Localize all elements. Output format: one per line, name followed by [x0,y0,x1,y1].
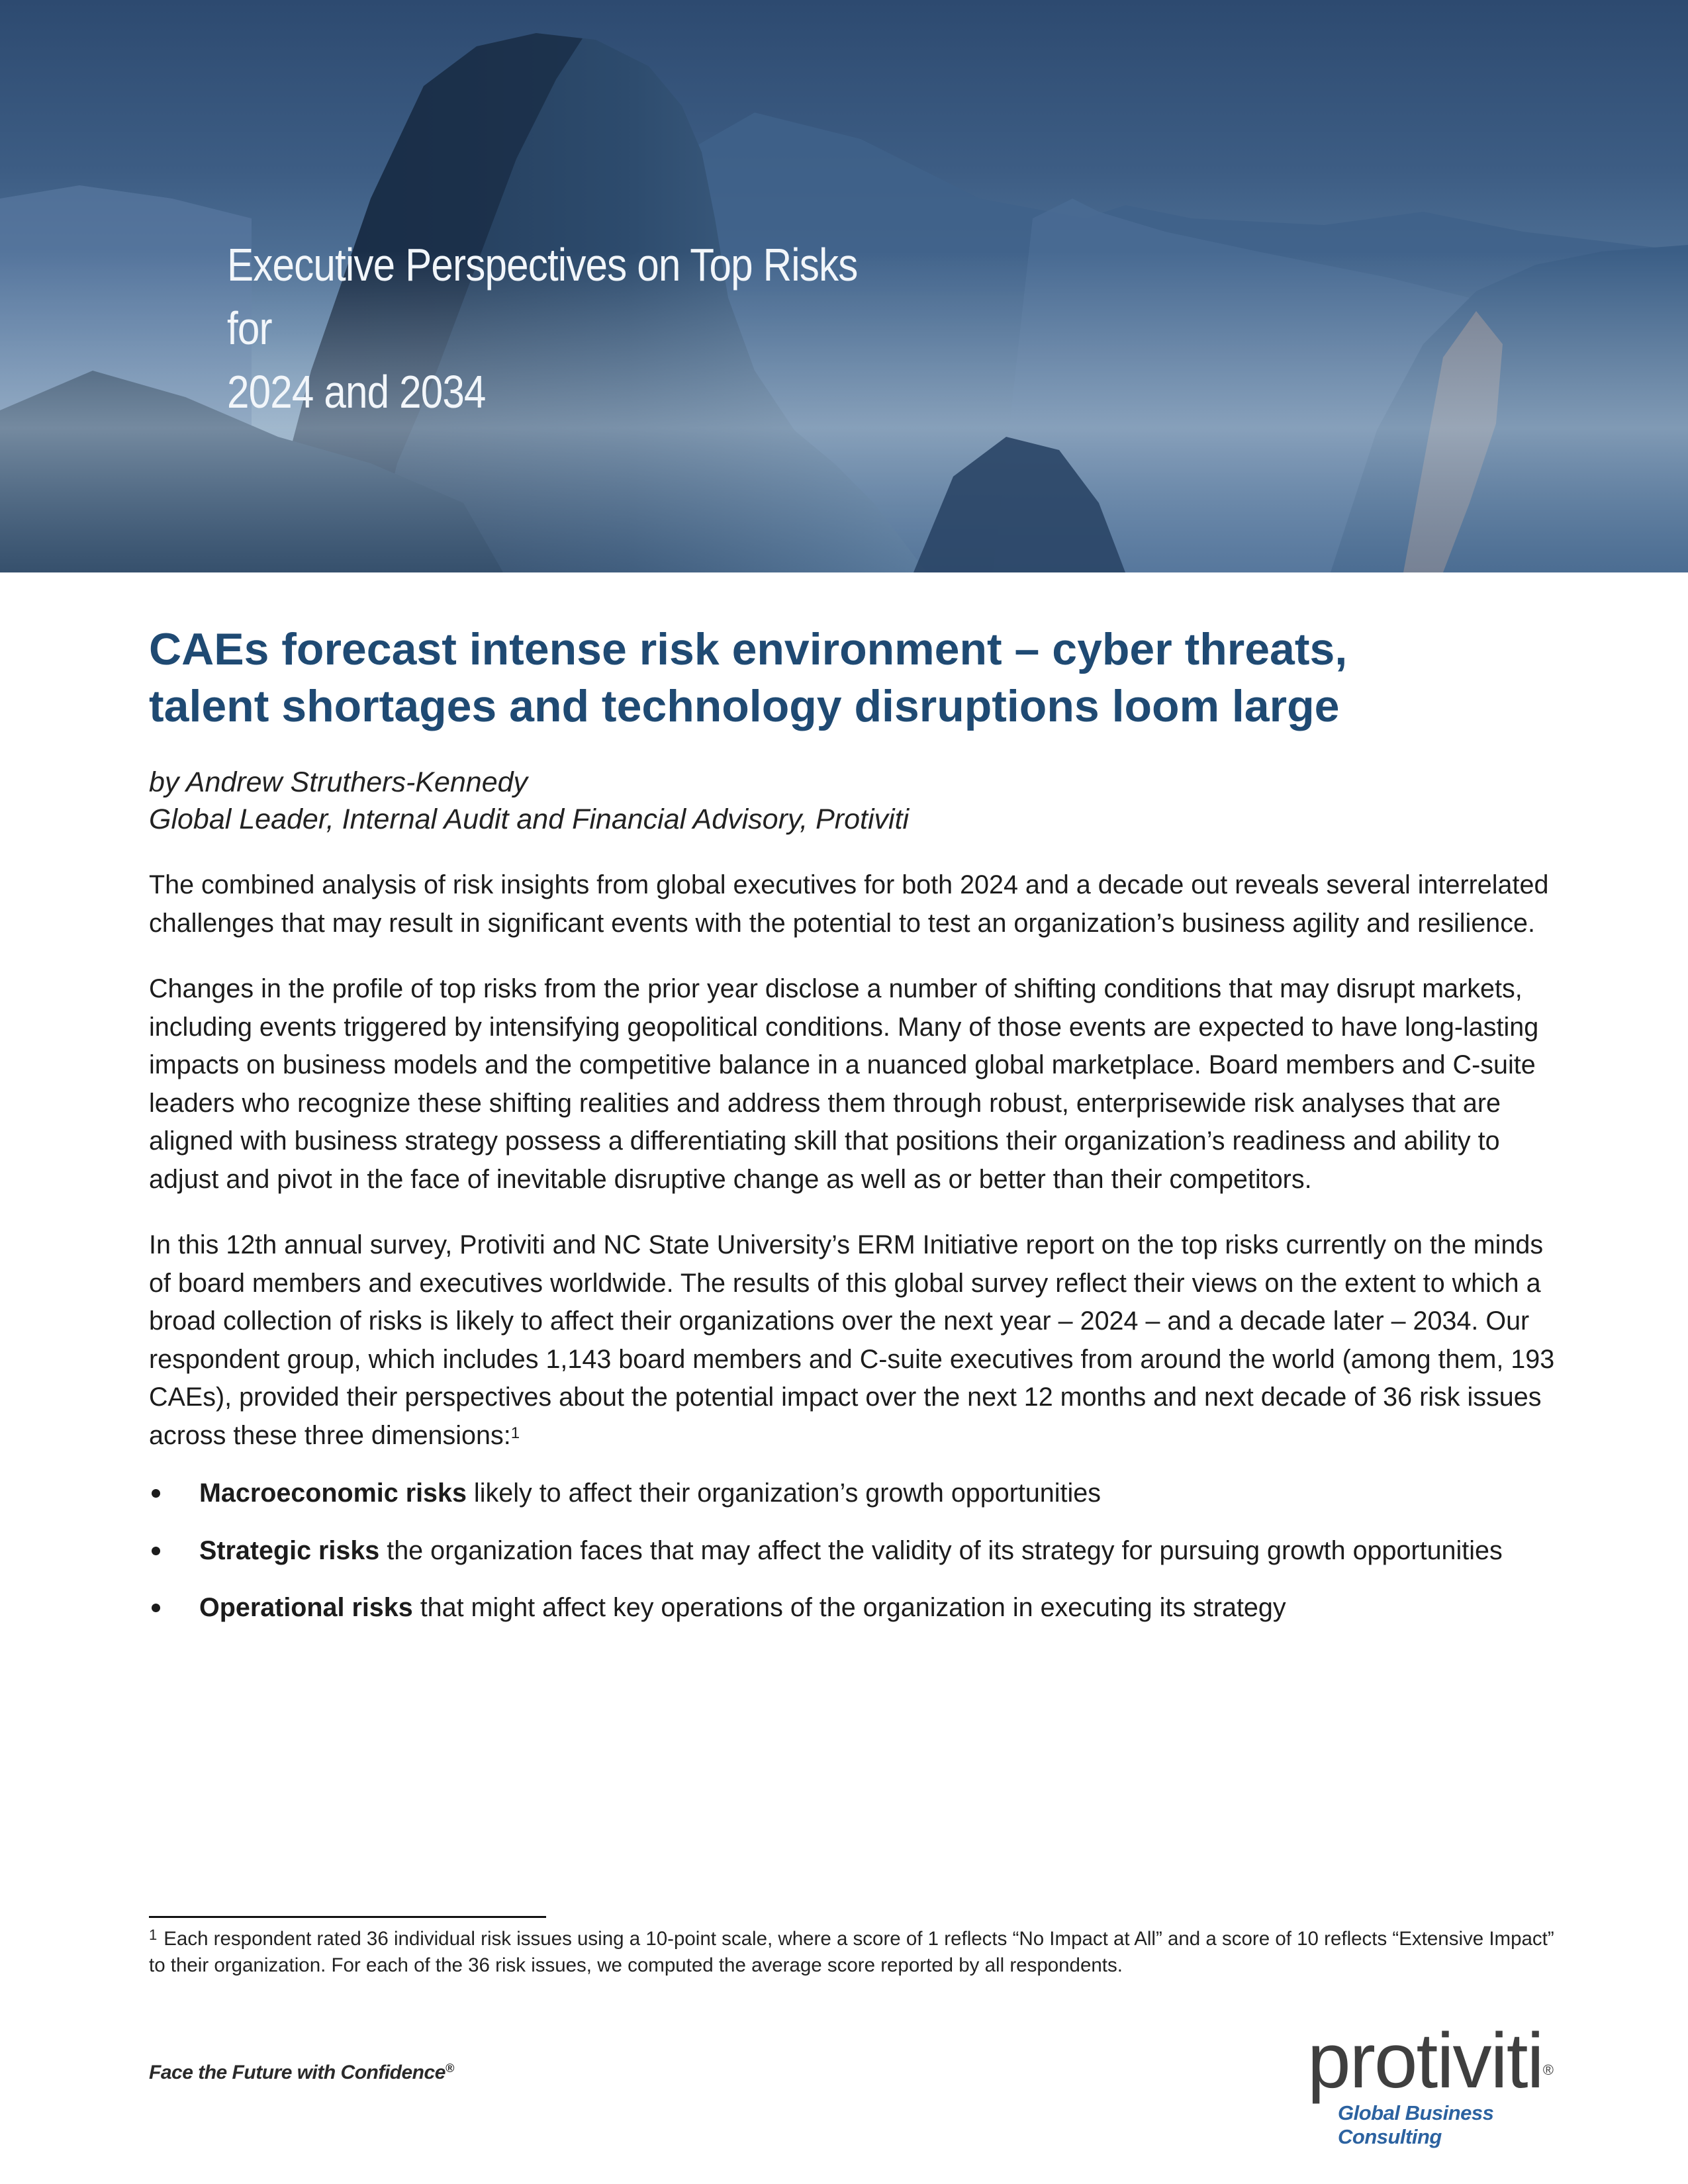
paragraph [149,1226,1569,1455]
footnote [149,1926,1572,1979]
paragraph-text: The combined analysis of risk insights from global executives for both 2024 and a decade out reveals several interrelated challenges that may result in significant events with the potential to test an organization’s business agility and resilience. [149,870,1549,938]
byline [149,764,1539,838]
list-item-term: Strategic risks [199,1535,380,1565]
list-item-text: that might affect key operations of the organization in executing its strategy [412,1593,1286,1622]
hero-title-line: Executive Perspectives on Top Risks for [227,239,858,354]
bullet-icon [152,1489,160,1498]
article-body [149,866,1569,1647]
headline-line: CAEs forecast intense risk environment – cyber threats, [149,624,1348,674]
footnote-number: 1 [149,1927,158,1943]
paragraph-text: In this 12th annual survey, Protiviti and NC State University’s ERM Initiative report on the top risks currently on the minds of board members and executives worldwide. The results of this global survey reflect their views on the extent to which a broad collection of risks is likely to affect their organizations over the next year – 2024 – and a decade later – 2034. Our respondent group, which includes 1,143 board members and C-suite executives from around the world (among them, 193 CAEs), provided their perspectives about the potential impact over the next 12 months and next decade of 36 risk issues across these three dimensions: [149,1230,1555,1450]
hero-title [227,233,910,424]
footnote-text: Each respondent rated 36 individual risk issues using a 10-point scale, where a score of 1 reflects “No Impact at All” and a score of 10 reflects “Extensive Impact” to their organization. For each of the 36 risk issues, we computed the average score reported by all respondents. [149,1928,1554,1976]
list-item-term: Macroeconomic risks [199,1479,467,1508]
bullet-icon [152,1604,160,1612]
article-headline [149,621,1552,735]
footnote-reference[interactable]: 1 [510,1424,520,1442]
protiviti-logo [1307,2017,1572,2149]
headline-line: talent shortages and technology disruptions loom large [149,681,1340,731]
logo-wordmark [1307,2017,1572,2105]
hero-title-line: 2024 and 2034 [227,366,486,418]
list-item-text: the organization faces that may affect the validity of its strategy for pursuing growth opportunities [379,1535,1503,1565]
list-item-term: Operational risks [199,1593,413,1622]
hero-banner [0,0,1688,572]
logo-text: protiviti [1307,2017,1543,2105]
registered-mark: ® [445,2062,454,2075]
list-item [149,1532,1569,1570]
paragraph [149,970,1569,1199]
paragraph [149,866,1569,942]
footer-tagline [149,2062,454,2084]
paragraph-text: Changes in the profile of top risks from the prior year disclose a number of shifting conditions that may disrupt markets, including events triggered by intensifying geopolitical conditions. Many of those events are expected to have long-lasting impacts on business models and the competitive balance in a nuanced global marketplace. Board members and C-suite leaders who recognize these shifting realities and address them through robust, enterprisewide risk analyses that are aligned with business strategy possess a differentiating skill that positions their organization’s readiness and ability to adjust and pivot in the face of inevitable disruptive change as well as or better than their competitors. [149,974,1539,1194]
risk-dimensions-list [149,1475,1569,1627]
byline-author: by Andrew Struthers-Kennedy [149,766,528,798]
list-item [149,1589,1569,1627]
list-item [149,1475,1569,1513]
footnote-divider [149,1916,546,1918]
list-item-text: likely to affect their organization’s growth opportunities [466,1479,1102,1508]
logo-subtitle: Global Business Consulting [1338,2101,1494,2148]
registered-mark: ® [1542,2062,1554,2078]
tagline-text: Face the Future with Confidence [149,2062,445,2083]
byline-role: Global Leader, Internal Audit and Financial Advisory, Protiviti [149,803,910,835]
bullet-icon [152,1547,160,1555]
